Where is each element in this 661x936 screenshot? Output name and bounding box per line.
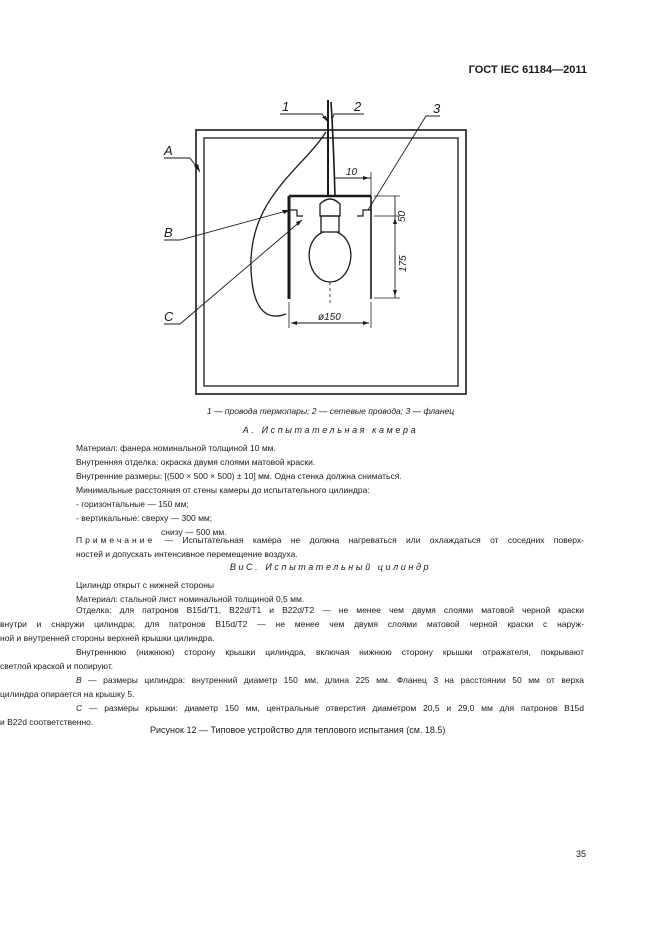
- section-a-line-5: - горизонтальные — 150 мм;: [76, 499, 189, 509]
- lamp-bulb: [309, 232, 351, 282]
- callout-1-label: 1: [282, 99, 290, 114]
- chamber-inner-wall: [204, 138, 458, 386]
- section-bc-inner-side: Внутреннюю (нижнюю) сторону крышки цилиндра, включая нижнюю сторону крышки отражателя, покрывают светлой краской и полируют.: [0, 647, 584, 671]
- callout-c-label: C: [164, 309, 174, 324]
- section-a-line-3: Внутренние размеры: [(500 × 500 × 500) ± 10] мм. Одна стенка должна сниматься.: [76, 471, 402, 481]
- callout-a-label: A: [164, 143, 173, 158]
- section-bc-line-1: Цилиндр открыт с нижней стороны: [76, 580, 215, 590]
- section-bc-line-2: Материал: стальной лист номинальной толщиной 0,5 мм.: [76, 594, 305, 604]
- lamp-holder: [321, 216, 339, 232]
- standard-header: ГОСТ IEC 61184—2011: [468, 64, 587, 76]
- callout-c-leader: [164, 220, 302, 324]
- callout-a-leader: [164, 158, 200, 172]
- section-a-line-6: - вертикальные: сверху — 300 мм;: [76, 513, 213, 523]
- chamber-outer-wall: [196, 130, 466, 394]
- figure-caption: Рисунок 12 — Типовое устройство для теплового испытания (см. 18.5): [150, 725, 446, 735]
- note-text: — Испытательная камера не должна нагреваться или охлаждаться от соседних поверх-: [155, 535, 584, 545]
- section-bc-cover-dims: С — размеры крышки: диаметр 150 мм, центральные отверстия диаметром 20,5 и 29,0 мм для патронов B15d и B22d соответственно.: [0, 703, 584, 727]
- cylinder-flange: [289, 210, 303, 216]
- callout-2-label: 2: [354, 99, 362, 114]
- section-a-line-7: снизу — 500 мм.: [161, 527, 227, 537]
- section-a-line-1: Материал: фанера номинальной толщиной 10 мм.: [76, 443, 276, 453]
- cylinder-flange-right: [357, 210, 371, 216]
- dim-50-label: 50: [397, 210, 408, 222]
- page-number: 35: [575, 849, 586, 859]
- note-continuation: ностей и допускать интенсивное перемещение воздуха.: [76, 549, 298, 559]
- note-label: Примечание: [76, 535, 156, 545]
- callout-1-leader: [280, 114, 328, 122]
- callout-b-leader: [164, 210, 290, 240]
- figure-legend: 1 — провода термопары; 2 — сетевые провода; 3 — фланец: [206, 406, 455, 416]
- lamp-cap: [320, 199, 340, 216]
- callout-3-label: 3: [433, 101, 441, 116]
- section-bc-cylinder-dims: В — размеры цилиндра: внутренний диаметр 150 мм, длина 225 мм. Фланец 3 на расстоянии 50 мм от верха цилиндра опирается на крышку 5.: [0, 675, 584, 699]
- callout-b-label: B: [164, 225, 173, 240]
- dim-10-label: 10: [346, 167, 358, 178]
- section-a-title: А. Испытательная камера: [242, 425, 419, 435]
- section-a-note: [76, 533, 584, 561]
- section-a-line-2: Внутренняя отделка: окраска двумя слоями матовой краски.: [76, 457, 316, 467]
- section-bc-title: ВиС. Испытательный цилиндр: [229, 562, 432, 572]
- callout-2-leader: [332, 114, 364, 120]
- section-bc-finish: Отделка: для патронов B15d/T1, B22d/T1 и B22d/T2 — не менее чем двумя слоями матовой черной краски внутри и снаружи цилиндра; для патронов B15d/T2 — не менее чем двумя слоями матовой черной краски с наруж- ной и внутренней стороны верхней крышки цилиндра.: [0, 605, 584, 643]
- test-apparatus-figure: [150, 92, 480, 404]
- section-a-line-4: Минимальные расстояния от стены камеры до испытательного цилиндра:: [76, 485, 370, 495]
- dim-150-label: ø150: [318, 312, 341, 323]
- dim-175-label: 175: [398, 255, 409, 272]
